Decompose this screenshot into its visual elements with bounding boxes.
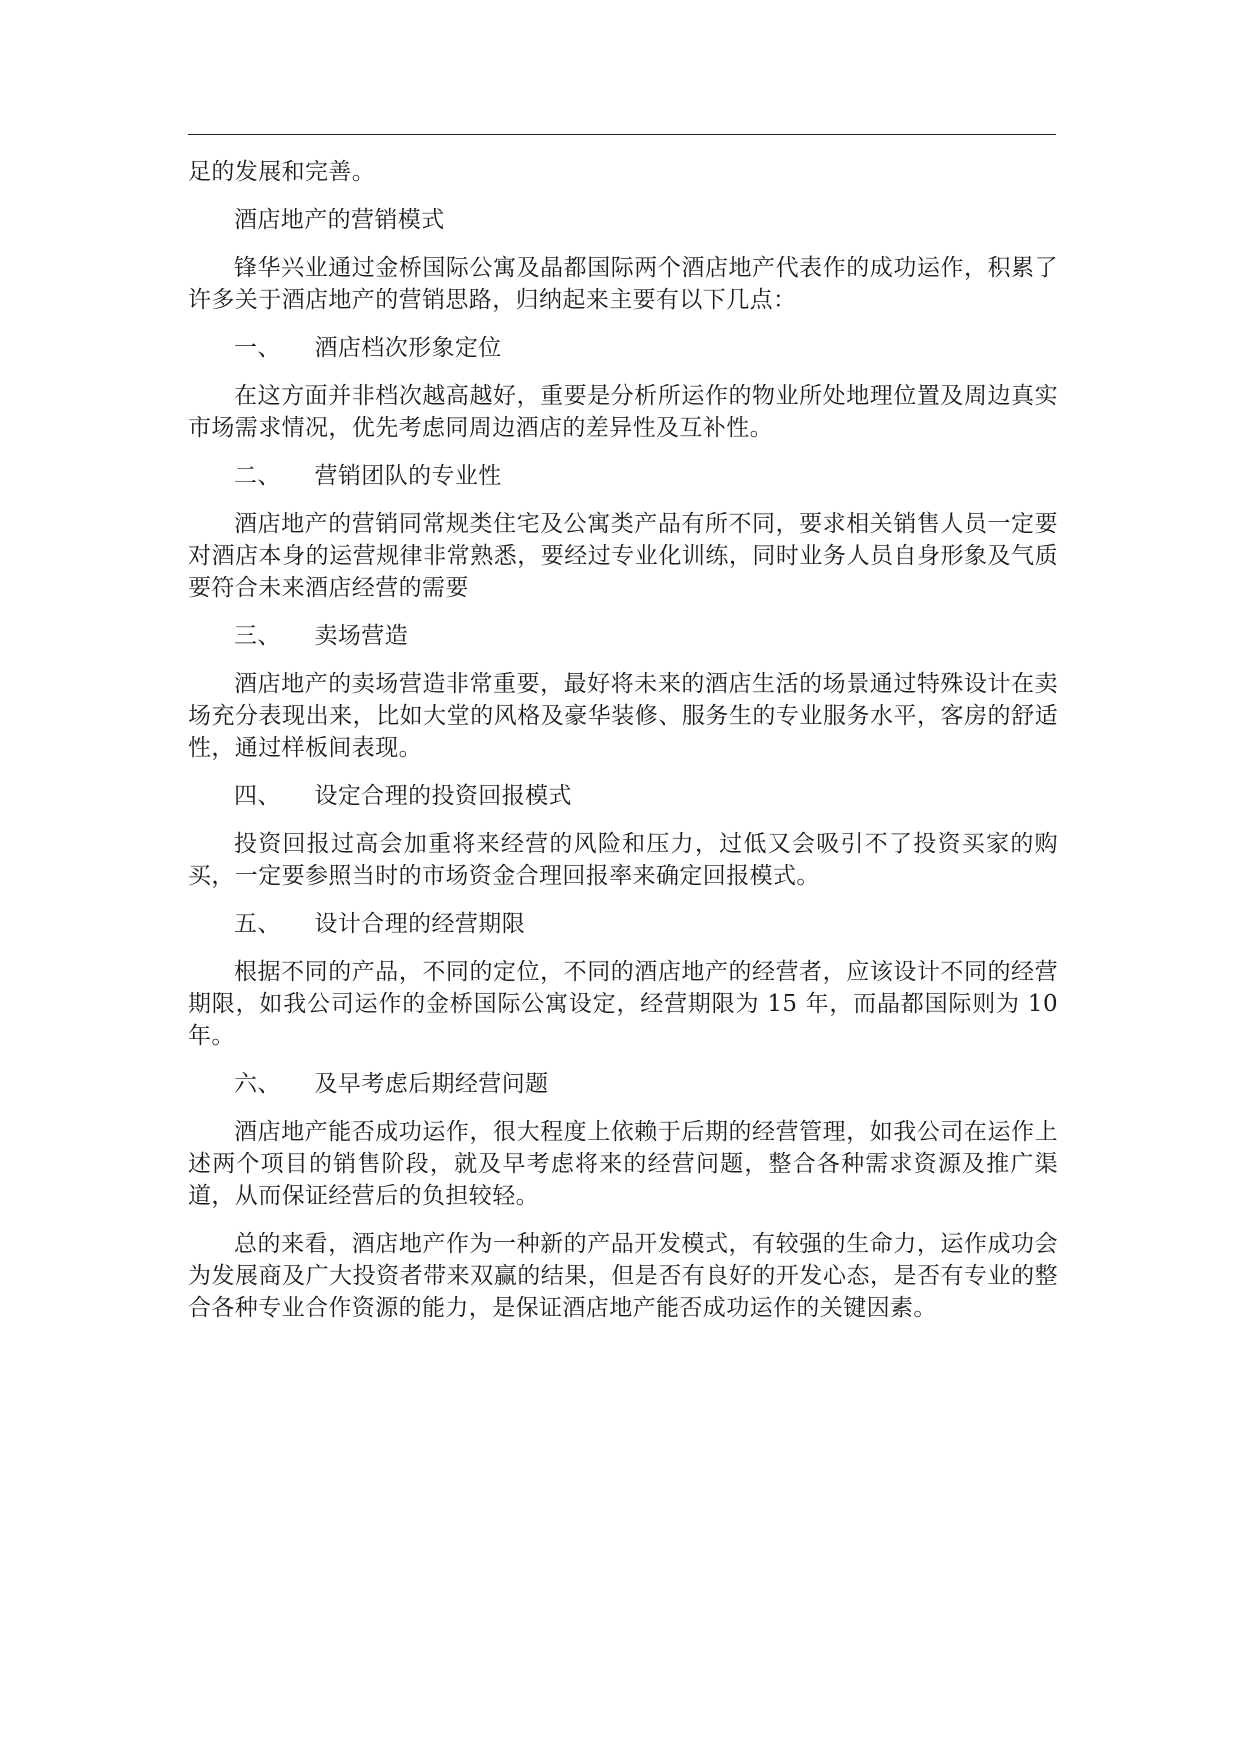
paragraph-intro: 锋华兴业通过金桥国际公寓及晶都国际两个酒店地产代表作的成功运作，积累了许多关于酒店地产的营销思路，归纳起来主要有以下几点：	[188, 255, 1058, 313]
heading-3	[188, 620, 1058, 652]
paragraph-continuation: 足的发展和完善。	[188, 159, 376, 185]
header-rule	[188, 134, 1056, 135]
heading-1	[188, 332, 1058, 364]
heading-5-text: 设计合理的经营期限	[314, 911, 526, 937]
paragraph-2: 酒店地产的营销同常规类住宅及公寓类产品有所不同，要求相关销售人员一定要对酒店本身的运营规律非常熟悉，要经过专业化训练，同时业务人员自身形象及气质要符合未来酒店经营的需要	[188, 511, 1058, 601]
heading-6-number: 六、	[234, 1071, 281, 1097]
heading-5	[188, 908, 1058, 940]
heading-6-text: 及早考虑后期经营问题	[314, 1071, 549, 1097]
paragraph-5: 根据不同的产品，不同的定位，不同的酒店地产的经营者，应该设计不同的经营期限，如我公司运作的金桥国际公寓设定，经营期限为 15 年，而晶都国际则为 10 年。	[188, 959, 1058, 1049]
paragraph-6: 酒店地产能否成功运作，很大程度上依赖于后期的经营管理，如我公司在运作上述两个项目的销售阶段，就及早考虑将来的经营问题，整合各种需求资源及推广渠道，从而保证经营后的负担较轻。	[188, 1119, 1058, 1209]
document-body	[188, 156, 1058, 1340]
heading-1-text: 酒店档次形象定位	[314, 335, 502, 361]
heading-3-number: 三、	[234, 623, 281, 649]
heading-2	[188, 460, 1058, 492]
heading-6	[188, 1068, 1058, 1100]
paragraph-1: 在这方面并非档次越高越好，重要是分析所运作的物业所处地理位置及周边真实市场需求情况，优先考虑同周边酒店的差异性及互补性。	[188, 383, 1058, 441]
paragraph-3: 酒店地产的卖场营造非常重要，最好将未来的酒店生活的场景通过特殊设计在卖场充分表现出来，比如大堂的风格及豪华装修、服务生的专业服务水平，客房的舒适性，通过样板间表现。	[188, 671, 1058, 761]
heading-1-number: 一、	[234, 335, 281, 361]
heading-3-text: 卖场营造	[314, 623, 409, 649]
heading-4-text: 设定合理的投资回报模式	[314, 783, 572, 809]
heading-4	[188, 780, 1058, 812]
heading-2-text: 营销团队的专业性	[314, 463, 502, 489]
heading-4-number: 四、	[234, 783, 281, 809]
heading-2-number: 二、	[234, 463, 281, 489]
section-title: 酒店地产的营销模式	[234, 207, 445, 233]
paragraph-conclusion: 总的来看，酒店地产作为一种新的产品开发模式，有较强的生命力，运作成功会为发展商及广大投资者带来双赢的结果，但是否有良好的开发心态，是否有专业的整合各种专业合作资源的能力，是保证酒店地产能否成功运作的关键因素。	[188, 1231, 1058, 1321]
heading-5-number: 五、	[234, 911, 281, 937]
paragraph-4: 投资回报过高会加重将来经营的风险和压力，过低又会吸引不了投资买家的购买，一定要参照当时的市场资金合理回报率来确定回报模式。	[188, 831, 1058, 889]
